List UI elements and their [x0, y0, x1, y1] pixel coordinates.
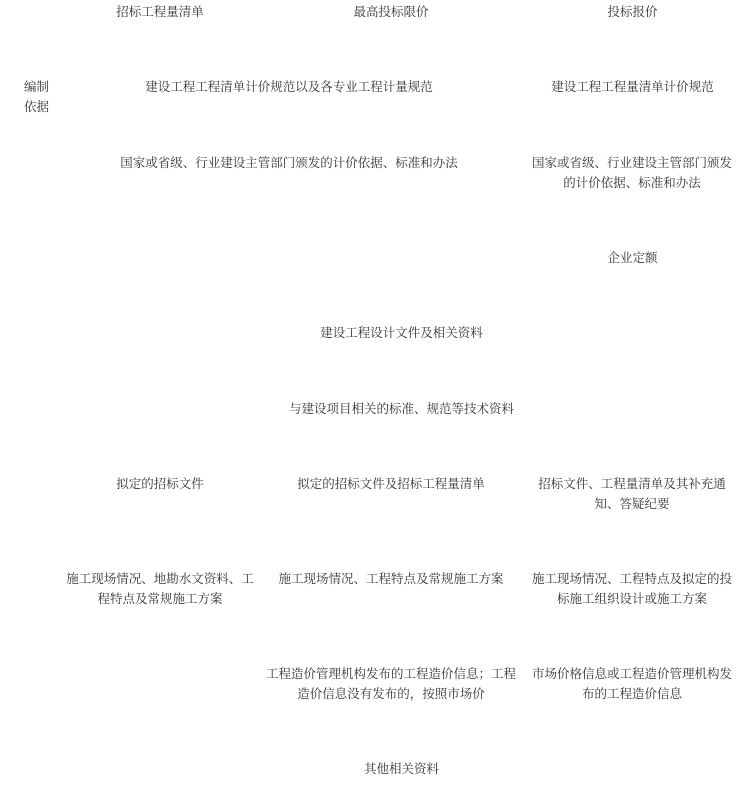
row-label-line2: 依据 [24, 99, 50, 114]
row5-span-cell: 与建设项目相关的标准、规范等技术资料 [288, 401, 514, 416]
row2-span-cell: 国家或省级、行业建设主管部门颁发的计价依据、标准和办法 [120, 155, 458, 170]
row7-col3-cell: 施工现场情况、工程特点及拟定的投标施工组织设计或施工方案 [532, 571, 733, 606]
row8-col3-cell: 市场价格信息或工程造价管理机构发布的工程造价信息 [532, 666, 733, 701]
row9-span-cell: 其他相关资料 [363, 761, 439, 776]
row2-col3-cell: 国家或省级、行业建设主管部门颁发的计价依据、标准和办法 [532, 155, 733, 190]
row1-col3-cell: 建设工程工程量清单计价规范 [551, 79, 714, 94]
row7-col1-cell: 施工现场情况、地勘水文资料、工程特点及常规施工方案 [66, 571, 254, 606]
header-bill-of-quantities: 招标工程量清单 [116, 4, 204, 19]
header-bid-quotation: 投标报价 [607, 4, 658, 19]
row1-span-cell: 建设工程工程清单计价规范以及各专业工程计量规范 [145, 79, 433, 94]
row6-col3-cell: 招标文件、工程量清单及其补充通知、答疑纪要 [538, 476, 726, 511]
row4-span-cell: 建设工程设计文件及相关资料 [320, 325, 483, 340]
row6-col2-cell: 拟定的招标文件及招标工程量清单 [297, 476, 485, 491]
row-label-basis [24, 77, 49, 117]
row3-col3-cell: 企业定额 [607, 250, 658, 265]
row7-col2-cell: 施工现场情况、工程特点及常规施工方案 [278, 571, 504, 586]
row8-col2-cell: 工程造价管理机构发布的工程造价信息；工程造价信息没有发布的，按照市场价 [265, 666, 516, 701]
row-label-line1: 编制 [24, 79, 50, 94]
header-max-bid-limit: 最高投标限价 [353, 4, 429, 19]
row6-col1-cell: 拟定的招标文件 [116, 476, 204, 491]
